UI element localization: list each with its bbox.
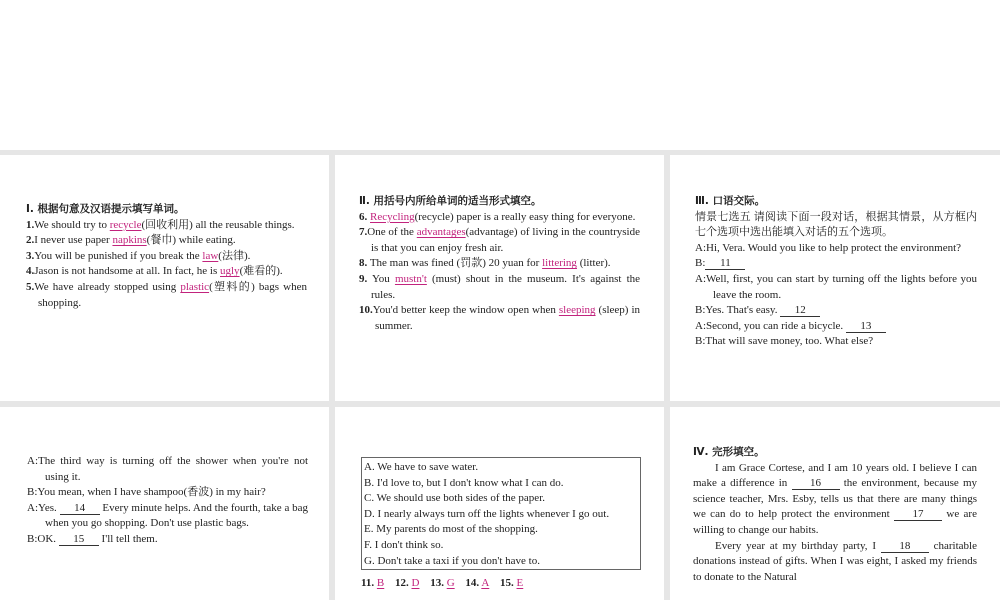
section-4-panel bbox=[670, 407, 1000, 600]
answer-text: sleeping bbox=[558, 304, 596, 317]
question-item: 8. The man was fined (罚款) 20 yuan for littering (litter). bbox=[359, 257, 611, 270]
dialogue-line: B: 11 bbox=[695, 256, 977, 272]
question-item: 5.We have already stopped using plastic(塑料的) bags when shopping. bbox=[26, 280, 307, 309]
dialogue-continued-panel bbox=[0, 407, 329, 600]
answer-text: littering bbox=[542, 257, 577, 270]
options-box bbox=[361, 457, 641, 570]
blank-12: 12 bbox=[780, 304, 820, 317]
question-item: 10.You'd better keep the window open when sleeping (sleep) in summer. bbox=[359, 304, 640, 332]
option-item: F. I don't think so. bbox=[364, 538, 444, 551]
blank-18: 18 bbox=[881, 540, 929, 553]
answer-text: plastic bbox=[180, 280, 210, 293]
dialogue-line: B:You mean, when I have shampoo(香波) in my hair? bbox=[27, 486, 266, 499]
dialogue-line: A:Yes. 14 Every minute helps. And the fourth, take a bag when you go shopping. Don't use plastic bags. bbox=[27, 501, 308, 530]
answer-text: law bbox=[202, 249, 219, 262]
option-item: D. I nearly always turn off the lights whenever I go out. bbox=[364, 507, 610, 520]
section-4-heading: Ⅳ. 完形填空。 bbox=[693, 446, 765, 458]
section-1-panel bbox=[0, 155, 329, 401]
dialogue-line: B:OK. 15 I'll tell them. bbox=[27, 532, 158, 545]
answer-key bbox=[361, 576, 641, 592]
question-item: 1.We should try to recycle(回收利用) all the reusable things. bbox=[26, 218, 295, 231]
answer-text: mustn't bbox=[394, 272, 427, 285]
question-item: 7.One of the advantages(advantage) of living in the countryside is that you can enjoy fresh air. bbox=[359, 226, 640, 254]
blank-11: 11 bbox=[705, 257, 745, 270]
blank-13: 13 bbox=[846, 320, 886, 333]
blank-14: 14 bbox=[60, 502, 100, 515]
question-item: 9. You mustn't (must) shout in the museum. It's against the rules. bbox=[359, 272, 641, 301]
dialogue bbox=[695, 241, 977, 350]
answer-key-item: 12. D bbox=[395, 577, 420, 590]
section-1-items bbox=[26, 218, 307, 312]
blank-17: 17 bbox=[894, 508, 942, 521]
section-2-heading: Ⅱ. 用括号内所给单词的适当形式填空。 bbox=[359, 195, 542, 207]
option-item: G. Don't take a taxi if you don't have to. bbox=[364, 554, 540, 567]
answer-text: ugly bbox=[220, 265, 240, 278]
answer-key-item: 14. A bbox=[465, 577, 490, 590]
blank-15: 15 bbox=[59, 533, 99, 546]
question-item: 4.Jason is not handsome at all. In fact, he is ugly(难看的). bbox=[26, 265, 283, 278]
section-2-items bbox=[359, 210, 640, 335]
answer-key-item: 11. B bbox=[361, 577, 385, 590]
answer-text: advantages bbox=[416, 226, 466, 239]
options-panel bbox=[335, 407, 664, 600]
cloze-paragraph: I am Grace Cortese, and I am 10 years old. I believe I can make a difference in 16 the environment, because my science teacher, Mrs. Esby, tells us that there are many things we can do to help protect the environment 17 we are willing to change our habits. bbox=[693, 461, 978, 536]
section-2-panel bbox=[335, 155, 664, 401]
section-1-heading: Ⅰ. 根据句意及汉语提示填写单词。 bbox=[26, 203, 185, 215]
question-item: 3.You will be punished if you break the law(法律). bbox=[26, 249, 251, 262]
dialogue-line: B:Yes. That's easy. 12 bbox=[695, 303, 977, 319]
dialogue-line: A:Hi, Vera. Would you like to help protect the environment? bbox=[695, 241, 962, 254]
dialogue-line: B:That will save money, too. What else? bbox=[695, 335, 874, 348]
option-item: C. We should use both sides of the paper. bbox=[364, 492, 546, 505]
dialogue-line: A:The third way is turning off the shower when you're not using it. bbox=[27, 455, 308, 483]
question-item: 6. Recycling(recycle) paper is a really easy thing for everyone. bbox=[359, 210, 636, 223]
dialogue-line: A:Second, you can ride a bicycle. 13 bbox=[695, 319, 977, 335]
answer-text: recycle bbox=[109, 218, 142, 231]
section-3-intro: 情景七选五 请阅读下面一段对话，根据其情景，从方框内七个选项中选出能填入对话的五个选项。 bbox=[695, 210, 977, 239]
answer-text: napkins bbox=[112, 234, 147, 247]
top-blank-area bbox=[0, 0, 1000, 150]
cloze-paragraph: Every year at my birthday party, I 18 charitable donations instead of gifts. When I was eight, I asked my friends to donate to the Natural bbox=[693, 539, 977, 583]
section-3-heading: Ⅲ. 口语交际。 bbox=[695, 195, 766, 207]
question-item: 2.I never use paper napkins(餐巾) while eating. bbox=[26, 234, 236, 247]
option-item: B. I'd love to, but I don't know what I can do. bbox=[364, 476, 564, 489]
answer-key-item: 13. G bbox=[430, 577, 455, 590]
answer-text: Recycling bbox=[370, 210, 415, 223]
option-item: E. My parents do most of the shopping. bbox=[364, 523, 538, 536]
blank-16: 16 bbox=[792, 477, 840, 490]
option-item: A. We have to save water. bbox=[364, 461, 479, 473]
answer-key-item: 15. E bbox=[500, 577, 524, 590]
dialogue-line: A:Well, first, you can start by turning off the lights before you leave the room. bbox=[695, 272, 977, 301]
section-3-panel bbox=[670, 155, 1000, 401]
